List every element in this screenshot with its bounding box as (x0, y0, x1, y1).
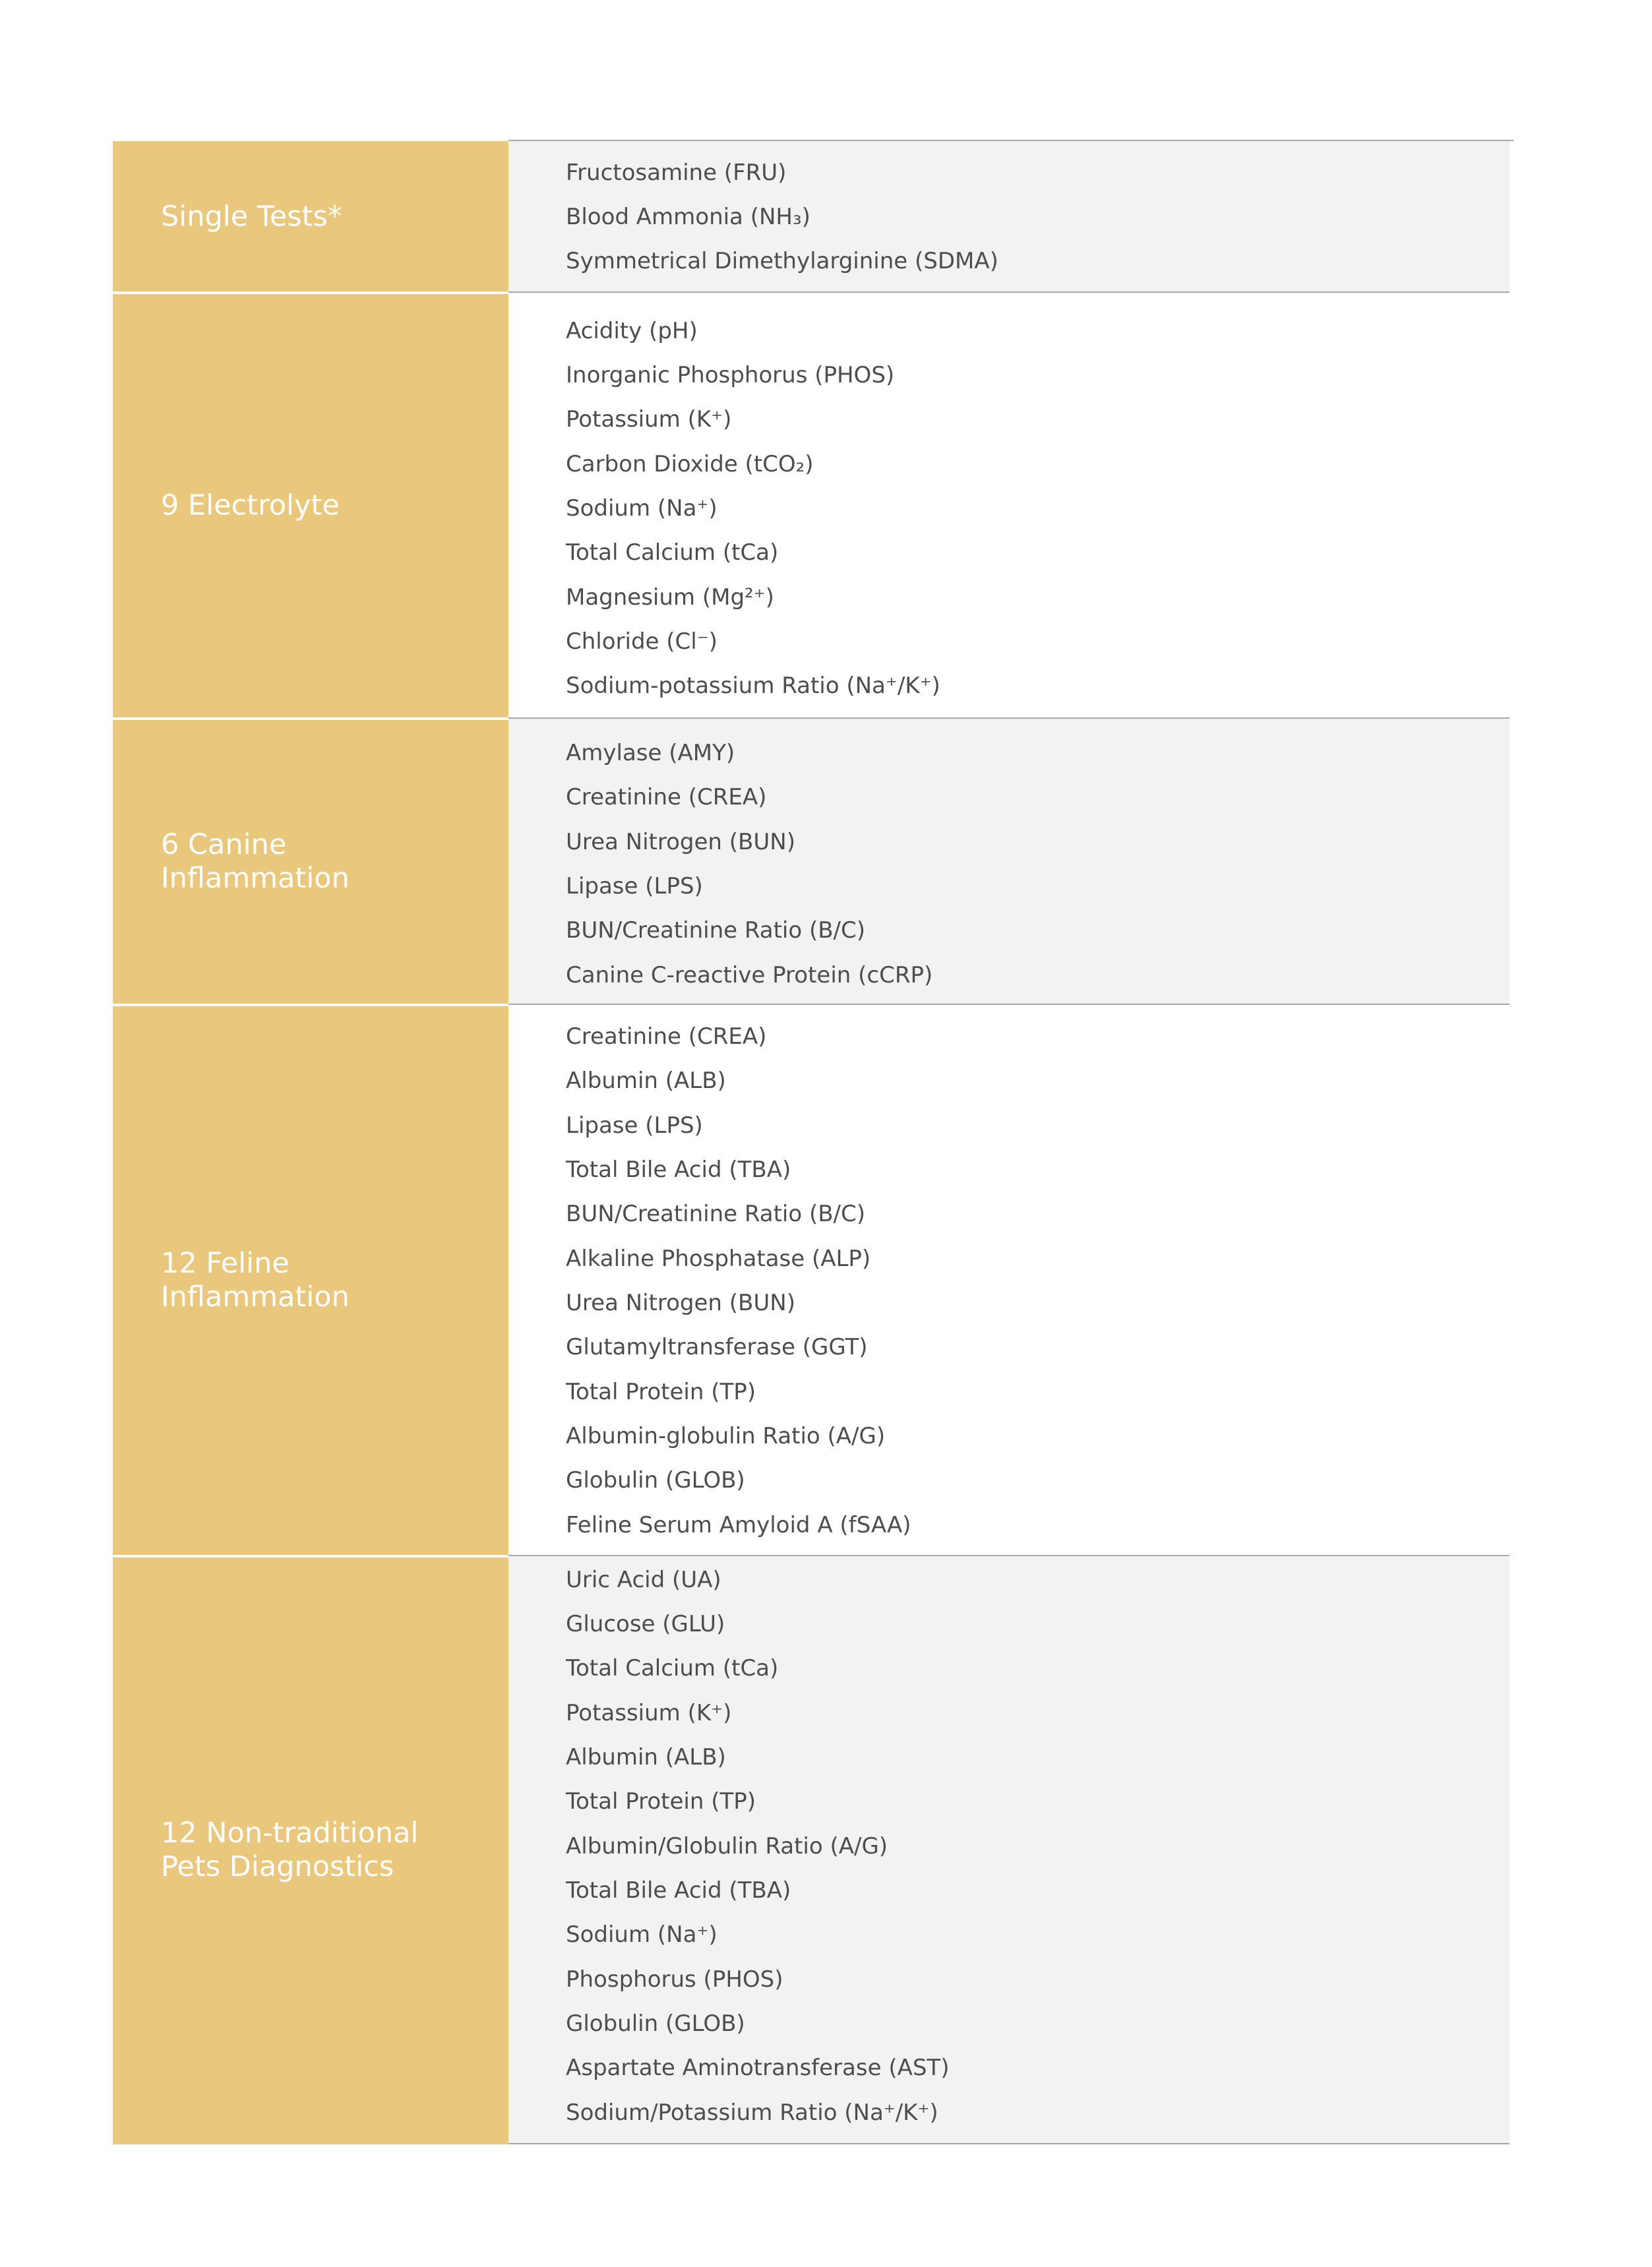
group-label: 6 Canine Inflammation (161, 828, 350, 895)
group-label-cell (113, 293, 508, 719)
test-item: Urea Nitrogen (BUN) (566, 829, 795, 855)
test-item: Sodium-potassium Ratio (Na⁺/K⁺) (566, 673, 940, 699)
test-item: BUN/Creatinine Ratio (B/C) (566, 1201, 866, 1227)
test-item: Uric Acid (UA) (566, 1567, 721, 1593)
test-item: Total Calcium (tCa) (566, 539, 779, 566)
test-item: Fructosamine (FRU) (566, 160, 787, 186)
test-item: Albumin-globulin Ratio (A/G) (566, 1423, 886, 1449)
test-item: Chloride (Cl⁻) (566, 628, 718, 655)
label-divider (113, 291, 508, 294)
group-label: 12 Non-traditional Pets Diagnostics (161, 1817, 419, 1883)
group-label-cell (113, 719, 508, 1005)
group-feline-inflammation (113, 1005, 1511, 1556)
group-electrolyte (113, 293, 1511, 719)
test-item: Total Bile Acid (TBA) (566, 1157, 791, 1183)
test-item: Canine C-reactive Protein (cCRP) (566, 962, 933, 988)
test-item: Total Protein (TP) (566, 1788, 756, 1815)
test-item: Potassium (K⁺) (566, 406, 732, 433)
group-label: 12 Feline Inflammation (161, 1247, 350, 1314)
group-label: 9 Electrolyte (161, 489, 340, 522)
test-item: Lipase (LPS) (566, 873, 703, 899)
test-item: Symmetrical Dimethylarginine (SDMA) (566, 248, 998, 274)
test-item: Creatinine (CREA) (566, 784, 767, 810)
label-divider (113, 1004, 508, 1006)
test-item: Total Calcium (tCa) (566, 1655, 779, 1681)
group-items-cell (508, 141, 1510, 293)
test-item: Total Protein (TP) (566, 1379, 756, 1405)
test-item: Sodium (Na⁺) (566, 1921, 718, 1948)
label-divider (113, 1555, 508, 1557)
test-item: Phosphorus (PHOS) (566, 1966, 783, 1993)
test-item: Urea Nitrogen (BUN) (566, 1290, 795, 1316)
group-canine-inflammation (113, 719, 1511, 1005)
group-items-cell (508, 1556, 1510, 2144)
group-items-cell (508, 719, 1510, 1005)
test-item: Glutamyltransferase (GGT) (566, 1334, 868, 1360)
test-item: Globulin (GLOB) (566, 1467, 745, 1494)
test-item: Albumin/Globulin Ratio (A/G) (566, 1833, 888, 1859)
test-item: Globulin (GLOB) (566, 2010, 745, 2037)
label-divider (113, 717, 508, 720)
test-item: Feline Serum Amyloid A (fSAA) (566, 1512, 911, 1538)
test-item: Potassium (K⁺) (566, 1700, 732, 1726)
test-item: Magnesium (Mg²⁺) (566, 584, 774, 611)
test-item: BUN/Creatinine Ratio (B/C) (566, 917, 866, 944)
group-items-cell (508, 1005, 1510, 1556)
test-item: Carbon Dioxide (tCO₂) (566, 451, 814, 477)
group-items-cell (508, 293, 1510, 719)
group-single-tests (113, 141, 1511, 293)
test-item: Albumin (ALB) (566, 1068, 726, 1094)
test-item: Lipase (LPS) (566, 1112, 703, 1139)
group-label-cell (113, 141, 508, 293)
test-item: Total Bile Acid (TBA) (566, 1877, 791, 1904)
test-item: Blood Ammonia (NH₃) (566, 204, 811, 230)
test-item: Alkaline Phosphatase (ALP) (566, 1246, 871, 1272)
group-label: Single Tests* (161, 200, 342, 233)
test-item: Acidity (pH) (566, 318, 698, 344)
test-item: Creatinine (CREA) (566, 1023, 767, 1050)
test-item: Sodium (Na⁺) (566, 495, 718, 522)
group-label-cell (113, 1005, 508, 1556)
test-item: Amylase (AMY) (566, 740, 735, 766)
test-item: Sodium/Potassium Ratio (Na⁺/K⁺) (566, 2100, 938, 2126)
test-item: Inorganic Phosphorus (PHOS) (566, 362, 895, 388)
group-non-traditional-pets (113, 1556, 1511, 2144)
test-item: Albumin (ALB) (566, 1744, 726, 1770)
test-item: Aspartate Aminotransferase (AST) (566, 2055, 950, 2081)
test-item: Glucose (GLU) (566, 1611, 725, 1637)
group-label-cell (113, 1556, 508, 2144)
